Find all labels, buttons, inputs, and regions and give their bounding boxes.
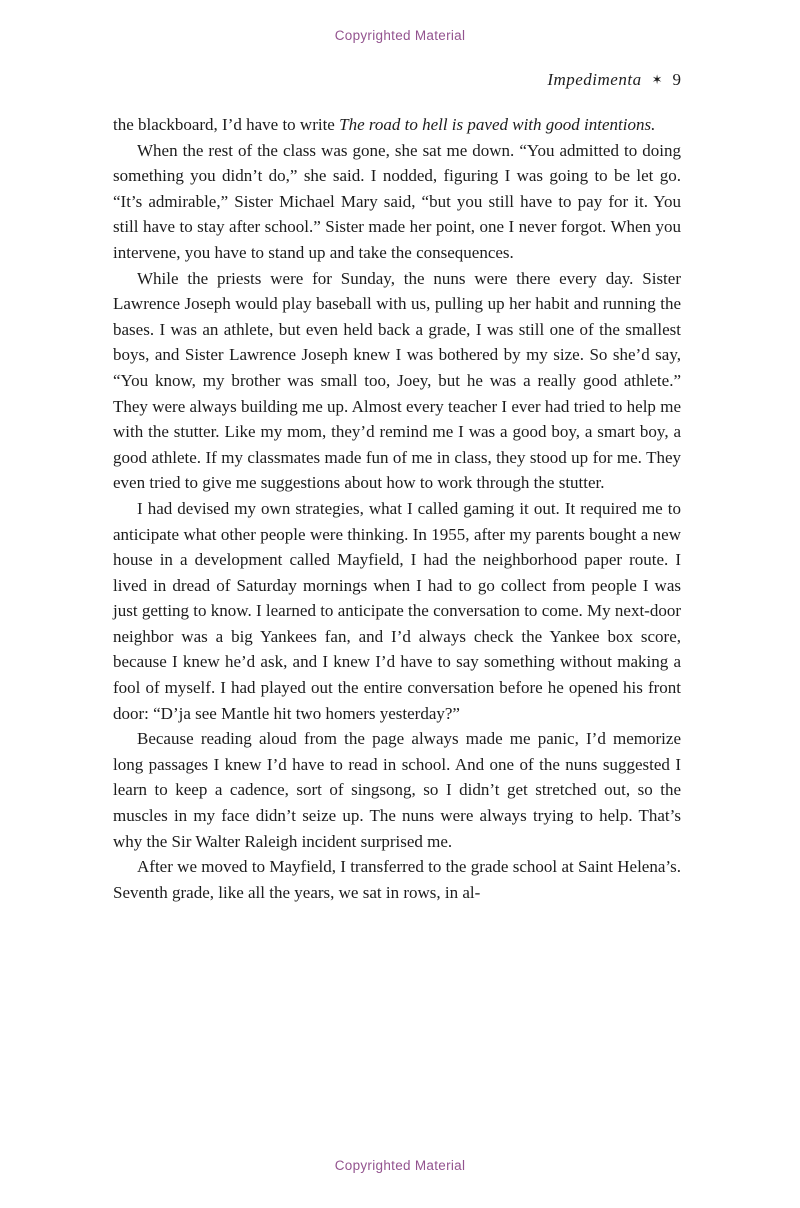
paragraph — [113, 266, 681, 496]
italic-text-run: The road to hell is paved with good intentions. — [339, 115, 656, 134]
running-head — [547, 70, 681, 90]
paragraph — [113, 138, 681, 266]
text-run: I had devised my own strategies, what I called gaming it out. It required me to anticipate what other people were thinking. In 1955, after my parents bought a new house in a development called Mayfield, I had the neighborhood paper route. I lived in dread of Saturday mornings when I had to go collect from people I was just getting to know. I learned to anticipate the conversation to come. My next-door neighbor was a big Yankees fan, and I’d always check the Yankee box score, because I knew he’d ask, and I knew I’d have to say something without making a fool of myself. I had played out the entire conversation before he opened his front door: “D’ja see Mantle hit two homers yesterday?” — [113, 498, 681, 723]
chapter-title: Impedimenta — [547, 70, 642, 89]
paragraph — [113, 726, 681, 854]
paragraph — [113, 112, 681, 138]
copyright-notice-bottom: Copyrighted Material — [334, 1158, 466, 1173]
text-run: the blackboard, I’d have to write — [113, 115, 340, 134]
copyright-notice-top: Copyrighted Material — [334, 28, 466, 43]
paragraph — [113, 854, 681, 905]
text-run: When the rest of the class was gone, she sat me down. “You admitted to doing something you didn’t do,” she said. I nodded, figuring I was going to be let go. “It’s admirable,” Sister Michael Mary said, “but you still have to pay for it. You still have to stay after school.” Sister made her point, one I never forgot. When you intervene, you have to stand up and take the consequences. — [113, 140, 681, 262]
body-text — [113, 112, 681, 905]
star-separator-icon: ✶ — [651, 72, 663, 87]
text-run: Because reading aloud from the page always made me panic, I’d memorize long passages I knew I’d have to read in school. And one of the nuns suggested I learn to keep a cadence, sort of singsong, so I didn’t get stretched out, so the muscles in my face didn’t seize up. The nuns were always trying to help. That’s why the Sir Walter Raleigh incident surprised me. — [113, 729, 681, 851]
text-run: After we moved to Mayfield, I transferred to the grade school at Saint Helena’s. Seventh grade, like all the years, we sat in rows, in al- — [113, 857, 681, 902]
text-run: While the priests were for Sunday, the nuns were there every day. Sister Lawrence Joseph would play baseball with us, pulling up her habit and running the bases. I was an athlete, but even held back a grade, I was still one of the smallest boys, and Sister Lawrence Joseph knew I was bothered by my size. So she’d say, “You know, my brother was small too, Joey, but he was a really good athlete.” They were always building me up. Almost every teacher I ever had tried to help me with the stutter. Like my mom, they’d remind me I was a good boy, a smart boy, a good athlete. If my classmates made fun of me in class, they stood up for me. They even tried to give me suggestions about how to work through the stutter. — [113, 268, 681, 493]
page-number: 9 — [672, 70, 681, 89]
paragraph — [113, 496, 681, 726]
